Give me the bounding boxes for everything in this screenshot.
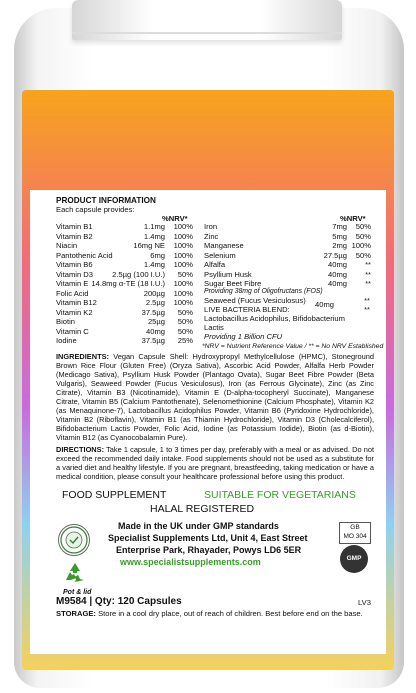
left-name: Vitamin B6	[56, 260, 93, 269]
seaweed-nrv: **	[364, 296, 370, 305]
right-name: Selenium	[204, 250, 236, 260]
left-row	[56, 289, 193, 299]
gb-code: GB	[350, 524, 360, 531]
right-nrv: 100%	[351, 241, 371, 250]
right-nrv: 50%	[355, 231, 371, 241]
seaweed-amount: 40mg	[315, 300, 334, 309]
right-amount: 27.5µg	[323, 250, 347, 260]
food-supplement-text: FOOD SUPPLEMENT	[62, 489, 167, 501]
mo-code: MO 304	[343, 533, 367, 540]
company-line: Specialist Supplements Ltd, Unit 4, East Street	[108, 533, 308, 543]
website-link[interactable]: www.specialistsupplements.com	[120, 557, 261, 567]
halal-text: HALAL REGISTERED	[150, 503, 255, 515]
left-amount: 2.5µg (100 I.U.)	[112, 269, 165, 279]
left-nrv: 50%	[177, 326, 193, 336]
right-row	[204, 232, 371, 242]
left-nrv: 100%	[173, 231, 193, 241]
halal-seal-icon	[58, 524, 90, 556]
left-name: Vitamin C	[56, 326, 89, 336]
left-row	[56, 308, 193, 318]
left-nrv: 100%	[173, 260, 193, 269]
right-name: Alfalfa	[204, 260, 226, 269]
left-amount: 14.8mg α-TE (18 I.U.)	[91, 279, 165, 288]
oligo-note: Providing 38mg of Oligofructans (FOS)	[204, 288, 323, 295]
made-in-uk: Made in the UK under GMP standards	[118, 521, 279, 531]
right-amount: 40mg	[328, 279, 347, 288]
left-nrv: 50%	[177, 317, 193, 326]
left-amount: 37.5µg	[141, 336, 165, 345]
right-row	[204, 260, 371, 270]
gb-code-box	[339, 522, 371, 544]
directions-paragraph	[56, 445, 374, 481]
left-name: Vitamin D3	[56, 269, 94, 279]
left-nrv: 100%	[173, 279, 193, 288]
right-name: Manganese	[204, 241, 244, 250]
left-name: Iodine	[56, 336, 77, 345]
left-name: Vitamin B12	[56, 298, 97, 307]
ingredients-label: INGREDIENTS:	[56, 352, 109, 361]
seaweed-name: Seaweed (Fucus Vesiculosus)	[204, 296, 306, 305]
right-nrv: **	[365, 260, 371, 269]
lv3-code: LV3	[358, 598, 371, 607]
right-name: Zinc	[204, 231, 219, 241]
left-nrv: 25%	[177, 336, 193, 345]
right-name: Sugar Beet Fibre	[204, 279, 262, 288]
left-name: Vitamin B1	[56, 222, 93, 231]
right-name: Psyllium Husk	[204, 269, 252, 279]
left-name: Vitamin K2	[56, 307, 93, 317]
left-name: Pantothenic Acid	[56, 250, 113, 260]
nrv-footnote: *NRV = Nutrient Reference Value / ** = No NRV Established	[202, 343, 384, 350]
left-nrv: 50%	[177, 307, 193, 317]
left-nrv: 100%	[173, 288, 193, 298]
directions-label: DIRECTIONS:	[56, 445, 105, 454]
left-row	[56, 336, 193, 346]
lactobacillus-line2: Lactis	[204, 323, 224, 332]
left-amount: 6mg	[150, 250, 165, 260]
right-row	[204, 251, 371, 261]
left-amount: 2.5µg	[145, 298, 165, 307]
right-amount: 2mg	[332, 241, 347, 250]
each-capsule-text: Each capsule provides:	[56, 205, 135, 214]
bottle-cap	[72, 0, 342, 40]
left-row	[56, 232, 193, 242]
left-name: Niacin	[56, 241, 78, 250]
right-nrv: **	[365, 279, 371, 288]
gmp-badge-icon: GMP	[340, 545, 368, 573]
storage-line	[56, 609, 363, 618]
left-nrv: 100%	[173, 222, 193, 231]
right-name: Iron	[204, 222, 218, 231]
lactobacillus-line1: Lactobacillus Acidophilus, Bifidobacterium	[204, 314, 345, 323]
storage-label: STORAGE:	[56, 609, 96, 618]
right-row	[204, 270, 371, 280]
left-name: Folic Acid	[56, 288, 89, 298]
right-amount: 7mg	[332, 222, 347, 231]
left-amount: 37.5µg	[141, 307, 165, 317]
ingredients-paragraph	[56, 352, 374, 442]
live-bacteria-title: LIVE BACTERIA BLEND:	[204, 305, 290, 314]
right-amount: 5mg	[332, 231, 347, 241]
left-name: Biotin	[56, 317, 75, 326]
left-amount: 40mg	[146, 326, 165, 336]
vegetarian-text: SUITABLE FOR VEGETARIANS	[204, 489, 356, 501]
left-row	[56, 317, 193, 327]
address-line: Enterprise Park, Rhayader, Powys LD6 5ER	[116, 545, 302, 555]
right-amount: 40mg	[328, 260, 347, 269]
left-row	[56, 298, 193, 308]
storage-text: Store in a cool dry place, out of reach of children. Best before end on the base.	[95, 609, 363, 618]
cfu-note: Providing 1 Billion CFU	[204, 332, 283, 341]
right-row	[204, 222, 371, 232]
left-nrv: 100%	[173, 241, 193, 250]
recycle-icon	[62, 560, 88, 586]
right-nrv: **	[365, 269, 371, 279]
right-nrv: 50%	[355, 250, 371, 260]
left-row	[56, 327, 193, 337]
left-row	[56, 279, 193, 289]
left-nrv: 100%	[173, 298, 193, 307]
left-row	[56, 251, 193, 261]
left-row	[56, 260, 193, 270]
left-name: Vitamin E	[56, 279, 89, 288]
right-row	[204, 241, 371, 251]
sku-line: M9584 | Qty: 120 Capsules	[56, 596, 182, 607]
left-nrv: 100%	[173, 250, 193, 260]
left-amount: 200µg	[143, 288, 165, 298]
nrv-header-right: %NRV*	[340, 214, 366, 223]
left-row	[56, 241, 193, 251]
left-name: Vitamin B2	[56, 231, 93, 241]
pot-lid-label: Pot & lid	[63, 589, 92, 596]
left-amount: 25µg	[147, 317, 165, 326]
left-amount: 16mg NE	[133, 241, 165, 250]
ingredients-text: Vegan Capsule Shell: Hydroxypropyl Methylcellulose (HPMC), Stoneground Brown Rice Flour (Gluten Free) (Oryza Sativa), Ascorbic Acid Powder, Alfalfa Herb Powder (Medicago Sativa), Psyllium Husk Powder (Plantago Ovata), Sugar Beet Fibre Powder (Beta Vulgaris), Seaweed Powder (Fucus Vesiculosus), Iron (as Ferrous Glycinate), Zinc (as Zinc Citrate), Vitamin B3 (Nicotinamide), Vitamin E (D-alpha-tocopheryl Succinate), Manganese Citrate, Vitamin B5 (Calcium Pantothenate), Selenomethionine (Calcium Phosphate), Vitamin K2 (as Menaquinone-7), Lactobacillus Acidophilus Powder, Vitamin B6 (Pyridoxine Hydrochloride), Vitamin B2 (Riboflavin), Vitamin B1 (as Thiamin Hydrochloride), Vitamin D3 (Cholecalciferol), Bifidobacterium Lactis Powder, Folic Acid, Iodine (as Potassium Iodide), Biotin (as d-Biotin), Vitamin B12 (as Cyanocobalamin Pure).	[56, 352, 374, 442]
right-nrv: 50%	[355, 222, 371, 231]
left-amount: 1.4mg	[143, 260, 165, 269]
live-bacteria-nrv: **	[364, 305, 370, 314]
left-row	[56, 222, 193, 232]
directions-text: Take 1 capsule, 1 to 3 times per day, preferably with a meal or as advised. Do not exceed the recommended daily intake. Food supplements should not be used as a substitute for a varied diet and healthy lifestyle. If you are pregnant, breastfeeding, taking medication or have a medical condition, please consult your healthcare professional before using this product.	[56, 445, 374, 481]
left-amount: 1.4mg	[143, 231, 165, 241]
right-amount: 40mg	[328, 269, 347, 279]
nrv-header-left: %NRV*	[162, 214, 188, 223]
left-amount: 1.1mg	[143, 222, 165, 231]
product-info-title: PRODUCT INFORMATION	[56, 196, 156, 205]
left-nrv: 50%	[177, 269, 193, 279]
left-row	[56, 270, 193, 280]
storage-panel	[30, 614, 386, 654]
